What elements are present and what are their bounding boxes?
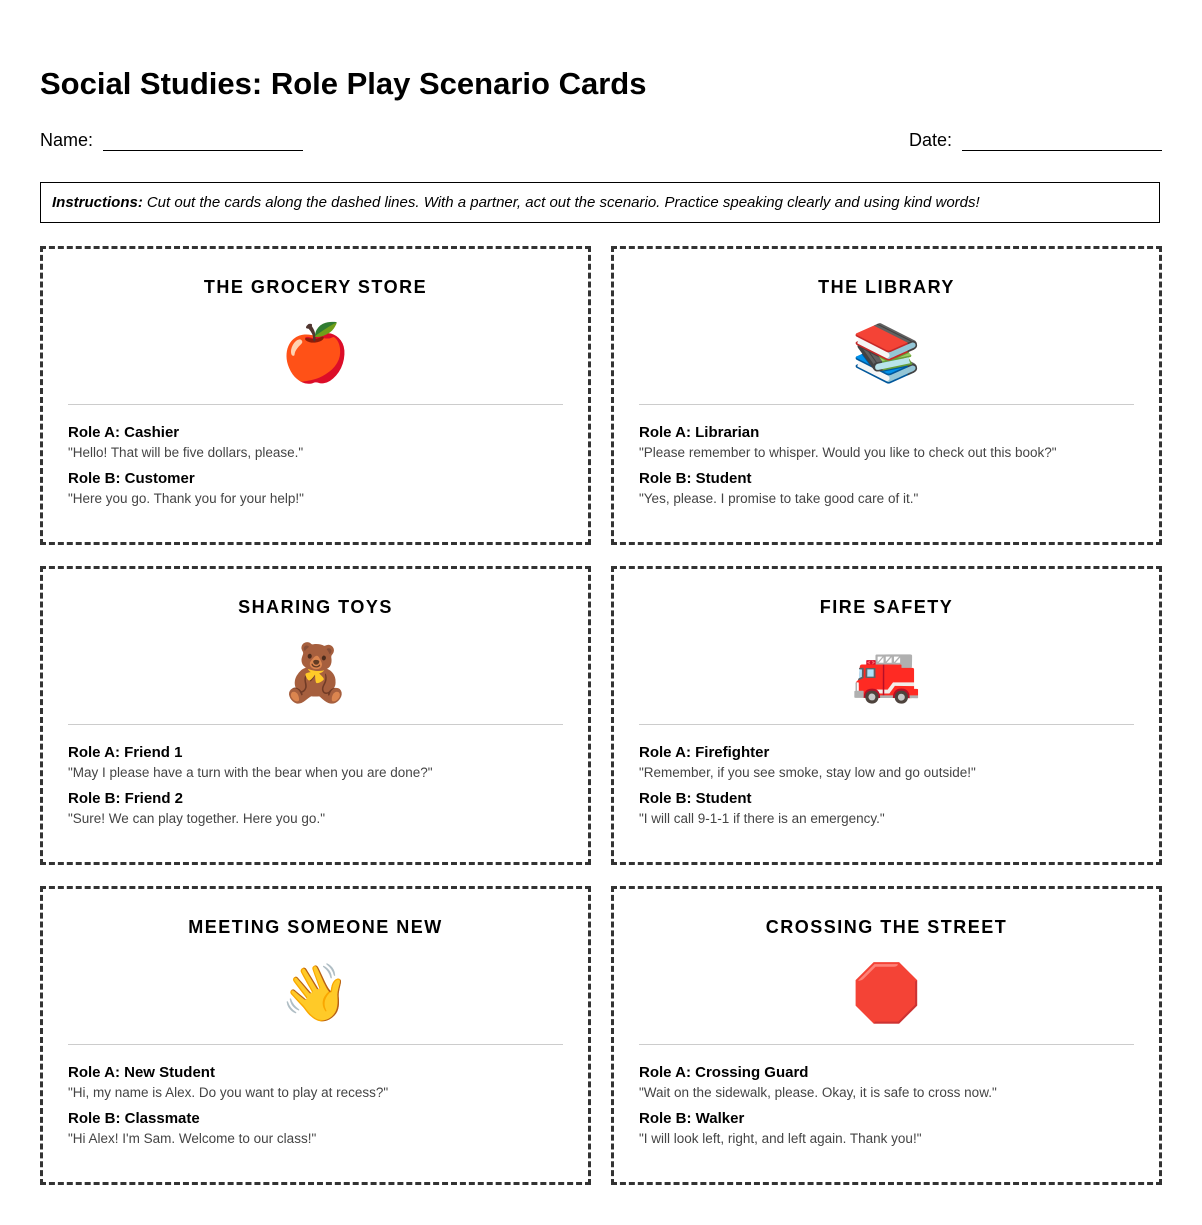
roles: [68, 423, 563, 509]
divider: [68, 724, 563, 725]
roles: [639, 743, 1134, 829]
role-b-label: Role B: Classmate: [68, 1110, 200, 1127]
divider: [639, 404, 1134, 405]
role-b-label: Role B: Student: [639, 470, 752, 487]
scenario-icon: 🚒: [851, 641, 922, 704]
role-b-quote: "Hi Alex! I'm Sam. Welcome to our class!": [68, 1131, 317, 1146]
divider: [639, 1044, 1134, 1045]
role-a-quote: "Please remember to whisper. Would you like to check out this book?": [639, 445, 1057, 460]
role-a-quote: "Hello! That will be five dollars, please.": [68, 445, 304, 460]
card-title: SHARING TOYS: [238, 597, 393, 617]
role-a-label: Role A: New Student: [68, 1064, 215, 1081]
role-a-quote: "May I please have a turn with the bear when you are done?": [68, 765, 433, 780]
scenario-card: [611, 566, 1162, 865]
role-a-quote: "Wait on the sidewalk, please. Okay, it is safe to cross now.": [639, 1085, 997, 1100]
card-title: MEETING SOMEONE NEW: [188, 917, 443, 937]
roles: [68, 1063, 563, 1149]
role-b-quote: "Here you go. Thank you for your help!": [68, 491, 304, 506]
role-b-label: Role B: Student: [639, 790, 752, 807]
role-a-label: Role A: Friend 1: [68, 744, 183, 761]
name-label: Name:: [40, 130, 94, 150]
role-b-quote: "I will look left, right, and left again. Thank you!": [639, 1131, 922, 1146]
scenario-icon: 🧸: [280, 641, 351, 704]
roles: [639, 423, 1134, 509]
instructions-label: Instructions:: [52, 194, 143, 211]
role-b-label: Role B: Friend 2: [68, 790, 184, 807]
scenario-icon: 🛑: [851, 961, 922, 1024]
role-b-quote: "I will call 9-1-1 if there is an emergency.": [639, 811, 885, 826]
role-a-label: Role A: Firefighter: [639, 744, 770, 761]
instructions-text: Cut out the cards along the dashed lines. With a partner, act out the scenario. Practice speaking clearly and using kind words!: [146, 194, 980, 211]
name-field[interactable]: [40, 130, 303, 151]
scenario-icon: 📚: [851, 321, 922, 384]
cards-grid: [40, 246, 1162, 1185]
role-a-label: Role A: Crossing Guard: [639, 1064, 809, 1081]
page-title: Social Studies: Role Play Scenario Cards: [40, 66, 647, 101]
date-line[interactable]: [962, 134, 1162, 151]
scenario-card: [611, 886, 1162, 1185]
instructions-box: [40, 182, 1160, 223]
role-a-label: Role A: Librarian: [639, 424, 760, 441]
role-b-label: Role B: Walker: [639, 1110, 745, 1127]
scenario-card: [40, 566, 591, 865]
divider: [68, 404, 563, 405]
role-b-quote: "Yes, please. I promise to take good care of it.": [639, 491, 919, 506]
name-line[interactable]: [103, 134, 303, 151]
role-a-quote: "Remember, if you see smoke, stay low and go outside!": [639, 765, 976, 780]
role-a-label: Role A: Cashier: [68, 424, 180, 441]
scenario-icon: 👋: [280, 961, 351, 1024]
role-b-label: Role B: Customer: [68, 470, 195, 487]
card-title: CROSSING THE STREET: [765, 917, 1008, 937]
roles: [68, 743, 563, 829]
role-b-quote: "Sure! We can play together. Here you go.": [68, 811, 325, 826]
scenario-card: [40, 246, 591, 545]
roles: [639, 1063, 1134, 1149]
divider: [639, 724, 1134, 725]
role-a-quote: "Hi, my name is Alex. Do you want to play at recess?": [68, 1085, 389, 1100]
date-field[interactable]: [909, 130, 1162, 151]
card-title: THE GROCERY STORE: [203, 277, 428, 297]
card-title: FIRE SAFETY: [819, 597, 954, 617]
divider: [68, 1044, 563, 1045]
date-label: Date:: [908, 130, 952, 150]
scenario-card: [611, 246, 1162, 545]
scenario-icon: 🍎: [280, 321, 351, 384]
card-title: THE LIBRARY: [818, 277, 955, 297]
scenario-card: [40, 886, 591, 1185]
